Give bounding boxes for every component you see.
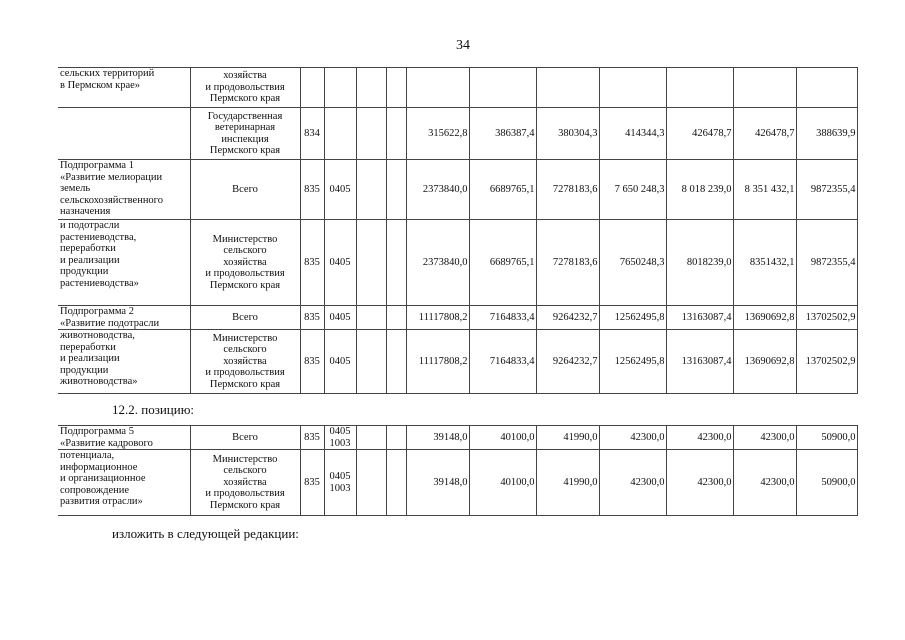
row-rz: 0405 1003 [324,450,356,516]
row-value: 42300,0 [599,450,666,516]
row-rz [324,68,356,108]
row-value: 2373840,0 [406,160,469,220]
row-value: 7 650 248,3 [599,160,666,220]
row-value: 7278183,6 [536,160,599,220]
row-grbs: 835 [300,426,324,450]
row-org: Министерство сельского хозяйства и продовольствия Пермского края [190,220,300,306]
row-empty-2 [386,426,406,450]
table-row [58,108,857,160]
row-empty-1 [356,68,386,108]
budget-table-1 [58,67,858,394]
table-row [58,330,857,394]
row-value: 41990,0 [536,450,599,516]
row-value [599,68,666,108]
row-name: потенциала, информационное и организационное сопровождение развития отрасли» [58,450,190,516]
table-row [58,306,857,330]
row-rz: 0405 1003 [324,426,356,450]
row-grbs: 835 [300,306,324,330]
table-row [58,450,857,516]
row-grbs: 835 [300,160,324,220]
row-org: Всего [190,306,300,330]
row-empty-2 [386,68,406,108]
row-value: 8018239,0 [666,220,733,306]
row-org: хозяйства и продовольствия Пермского края [190,68,300,108]
paragraph-position: 12.2. позицию: [112,402,195,417]
row-value: 8 018 239,0 [666,160,733,220]
row-value: 13690692,8 [733,330,796,394]
row-rz: 0405 [324,306,356,330]
row-empty-2 [386,450,406,516]
row-empty-1 [356,108,386,160]
row-value: 42300,0 [733,426,796,450]
row-empty-2 [386,306,406,330]
row-value: 380304,3 [536,108,599,160]
row-org: Всего [190,426,300,450]
row-name: и подотрасли растениеводства, переработки и реализации продукции растениеводства» [58,220,190,306]
row-empty-1 [356,160,386,220]
row-name: Подпрограмма 2 «Развитие подотрасли [58,306,190,330]
row-value: 13690692,8 [733,306,796,330]
row-value [536,68,599,108]
row-value: 7164833,4 [469,330,536,394]
row-value: 42300,0 [733,450,796,516]
row-value: 11117808,2 [406,330,469,394]
row-value: 39148,0 [406,426,469,450]
row-value [469,68,536,108]
row-value: 42300,0 [599,426,666,450]
row-empty-1 [356,426,386,450]
row-grbs: 835 [300,450,324,516]
row-value: 50900,0 [796,450,857,516]
row-value: 6689765,1 [469,160,536,220]
row-value: 12562495,8 [599,330,666,394]
row-name: животноводства, переработки и реализации продукции животноводства» [58,330,190,394]
row-grbs: 835 [300,330,324,394]
row-value [796,68,857,108]
table-row [58,160,857,220]
row-value: 13702502,9 [796,306,857,330]
table-row [58,68,857,108]
row-empty-1 [356,450,386,516]
row-empty-2 [386,220,406,306]
row-value: 13702502,9 [796,330,857,394]
row-value: 8 351 432,1 [733,160,796,220]
row-value: 414344,3 [599,108,666,160]
row-empty-1 [356,306,386,330]
table-row [58,426,857,450]
row-org: Всего [190,160,300,220]
row-org: Министерство сельского хозяйства и продовольствия Пермского края [190,450,300,516]
row-value: 13163087,4 [666,330,733,394]
row-value: 50900,0 [796,426,857,450]
row-value: 7650248,3 [599,220,666,306]
row-value [733,68,796,108]
row-value: 2373840,0 [406,220,469,306]
row-value: 12562495,8 [599,306,666,330]
row-value [666,68,733,108]
row-name: сельских территорий в Пермском крае» [58,68,190,108]
row-org: Государственная ветеринарная инспекция Пермского края [190,108,300,160]
row-value: 13163087,4 [666,306,733,330]
row-value: 9264232,7 [536,306,599,330]
row-value: 315622,8 [406,108,469,160]
table-row [58,220,857,306]
row-empty-2 [386,330,406,394]
row-grbs [300,68,324,108]
row-name: Подпрограмма 1 «Развитие мелиорации земель сельскохозяйственного назначения [58,160,190,220]
row-value: 388639,9 [796,108,857,160]
row-value: 11117808,2 [406,306,469,330]
row-name: Подпрограмма 5 «Развитие кадрового [58,426,190,450]
row-value: 426478,7 [666,108,733,160]
row-rz [324,108,356,160]
row-value: 42300,0 [666,450,733,516]
row-org: Министерство сельского хозяйства и продовольствия Пермского края [190,330,300,394]
paragraph-edit: изложить в следующей редакции: [112,526,299,541]
row-name [58,108,190,160]
row-grbs: 835 [300,220,324,306]
row-empty-1 [356,220,386,306]
row-value: 9872355,4 [796,160,857,220]
row-value: 8351432,1 [733,220,796,306]
row-rz: 0405 [324,330,356,394]
row-empty-1 [356,330,386,394]
row-empty-2 [386,108,406,160]
row-value: 39148,0 [406,450,469,516]
row-value: 9264232,7 [536,330,599,394]
row-value: 42300,0 [666,426,733,450]
page-number: 34 [456,38,470,53]
row-value: 40100,0 [469,450,536,516]
row-value: 386387,4 [469,108,536,160]
budget-table-2 [58,425,858,516]
row-value: 40100,0 [469,426,536,450]
row-value [406,68,469,108]
row-value: 7278183,6 [536,220,599,306]
row-value: 426478,7 [733,108,796,160]
row-value: 9872355,4 [796,220,857,306]
row-grbs: 834 [300,108,324,160]
row-value: 7164833,4 [469,306,536,330]
row-empty-2 [386,160,406,220]
row-rz: 0405 [324,160,356,220]
row-rz: 0405 [324,220,356,306]
row-value: 6689765,1 [469,220,536,306]
row-value: 41990,0 [536,426,599,450]
